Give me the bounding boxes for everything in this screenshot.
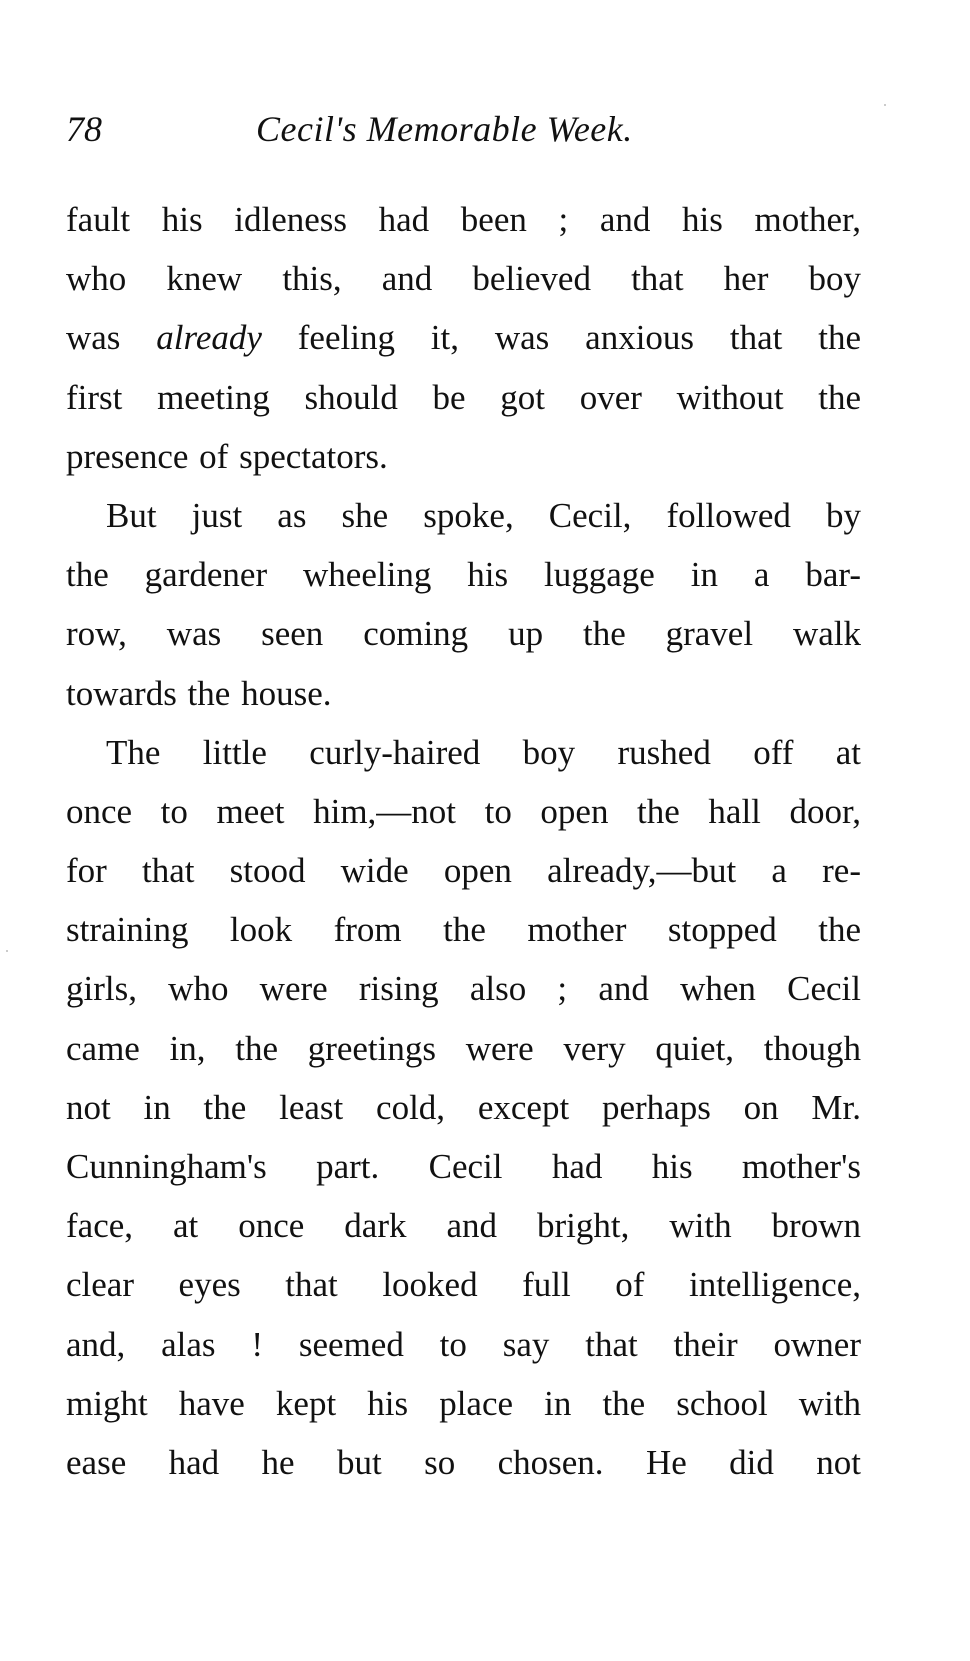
running-title: Cecil's Memorable Week. [256,109,633,149]
text-line: fault his idleness had been ; and his mother, [66,200,861,239]
text-line: presence of spectators. [66,436,388,476]
text-fragment: feeling it, was anxious that the [297,318,861,358]
page-number: 78 [66,109,102,149]
text-line: for that stood wide open already,—but a re- [66,851,861,891]
text-line: row, was seen coming up the gravel walk [66,614,861,654]
text-line: the gardener wheeling his luggage in a bar- [66,555,861,595]
text-line: towards the house. [66,673,332,713]
text-line: first meeting should be got over without the [66,377,861,417]
paragraph-start-line: But just as she spoke, Cecil, followed by [106,495,861,535]
text-line [66,308,861,367]
text-line: face, at once dark and bright, with brown [66,1206,861,1246]
text-line: not in the least cold, except perhaps on Mr. [66,1087,861,1127]
text-line: who knew this, and believed that her boy [66,259,861,299]
text-line: Cunningham's part. Cecil had his mother's [66,1147,861,1186]
paragraph-start-line: The little curly-haired boy rushed off at [106,732,861,772]
text-line: once to meet him,—not to open the hall door, [66,791,861,831]
text-line: came in, the greetings were very quiet, though [66,1028,861,1068]
text-line: ease had he but so chosen. He did not [66,1442,861,1482]
scan-speck [884,104,886,106]
text-line: and, alas ! seemed to say that their owner [66,1324,861,1364]
text-line: girls, who were rising also ; and when Cecil [66,969,861,1009]
text-fragment: was [66,318,121,358]
page-header [66,108,866,158]
text-line: clear eyes that looked full of intelligence, [66,1265,861,1305]
scan-speck [6,950,8,952]
text-line: straining look from the mother stopped the [66,910,861,950]
text-line: might have kept his place in the school with [66,1383,861,1423]
body-text [66,190,861,1492]
italic-emphasis: already [156,318,262,358]
